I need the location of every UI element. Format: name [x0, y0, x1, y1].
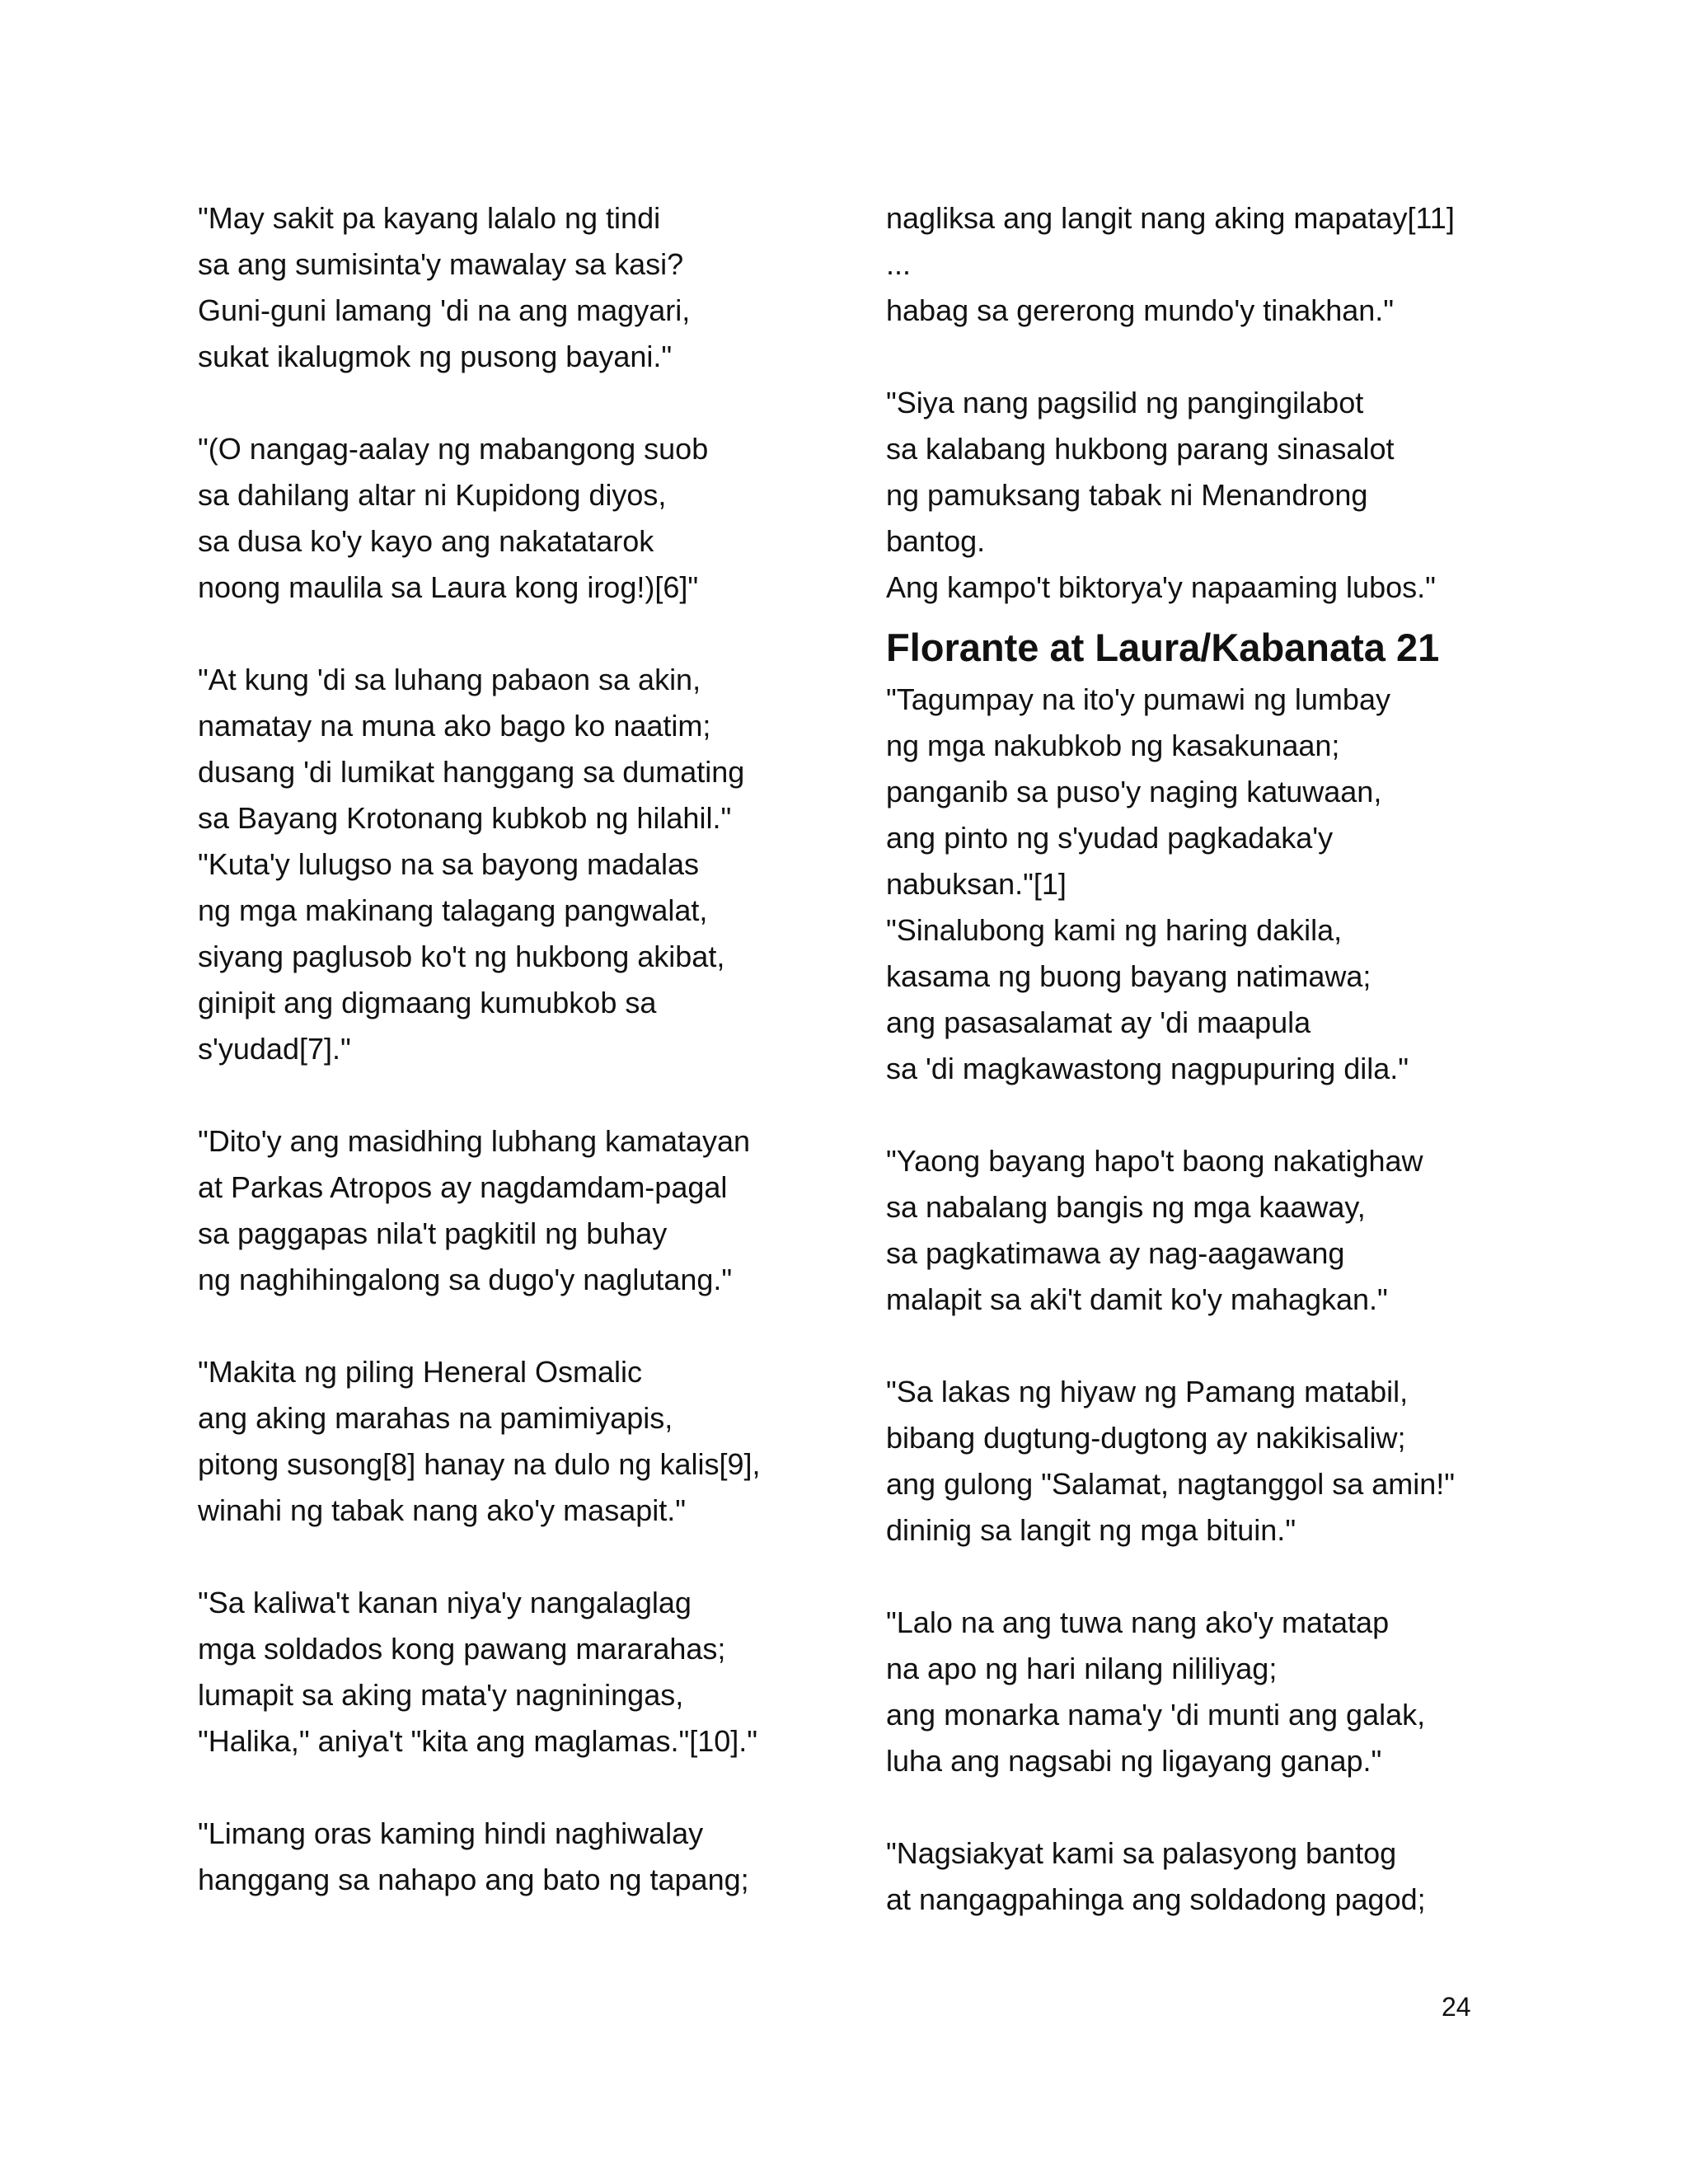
chapter-heading: Florante at Laura/Kabanata 21	[886, 626, 1440, 669]
verse-line: "Nagsiakyat kami sa palasyong bantog	[886, 1836, 1397, 1870]
verse-line: bibang dugtung-dugtong ay nakikisaliw;	[886, 1421, 1406, 1455]
verse-line: mga soldados kong pawang mararahas;	[198, 1632, 726, 1666]
verse-line: ...	[886, 247, 912, 281]
verse-line: sa Bayang Krotonang kubkob ng hilahil."	[198, 801, 732, 835]
verse-line: ang aking marahas na pamimiyapis,	[198, 1401, 673, 1435]
verse-line: sa pagkatimawa ay nag-aagawang	[886, 1236, 1345, 1270]
stanza-break	[886, 1092, 1496, 1138]
verse-line: siyang paglusob ko't ng hukbong akibat,	[198, 940, 725, 973]
verse-line: ang pasasalamat ay 'di maapula	[886, 1005, 1311, 1039]
verse-line: sa dahilang altar ni Kupidong diyos,	[198, 478, 667, 512]
stanza-break	[886, 1554, 1496, 1600]
verse-line: luha ang nagsabi ng ligayang ganap."	[886, 1744, 1382, 1778]
verse-line: noong maulila sa Laura kong irog!)[6]"	[198, 570, 699, 604]
stanza-break	[198, 611, 791, 657]
verse-line: winahi ng tabak nang ako'y masapit."	[198, 1493, 687, 1527]
verse-line: ng mga makinang talagang pangwalat,	[198, 893, 708, 927]
stanza-break	[198, 1303, 791, 1349]
left-column	[198, 195, 791, 1903]
verse-line: nabuksan."[1]	[886, 867, 1067, 901]
verse-line: at Parkas Atropos ay nagdamdam-pagal	[198, 1170, 728, 1204]
verse-line: "Makita ng piling Heneral Osmalic	[198, 1355, 642, 1389]
verse-line: sa ang sumisinta'y mawalay sa kasi?	[198, 247, 684, 281]
verse-line: at nangagpahinga ang soldadong pagod;	[886, 1882, 1426, 1916]
verse-line: na apo ng hari nilang nililiyag;	[886, 1652, 1278, 1685]
verse-line: ng mga nakubkob ng kasakunaan;	[886, 729, 1340, 762]
verse-line: habag sa gererong mundo'y tinakhan."	[886, 293, 1395, 327]
verse-line: ginipit ang digmaang kumubkob sa	[198, 986, 657, 1019]
verse-line: ng naghihingalong sa dugo'y naglutang."	[198, 1263, 733, 1296]
verse-line: "Sinalubong kami ng haring dakila,	[886, 913, 1343, 947]
verse-line: pitong susong[8] hanay na dulo ng kalis[9],	[198, 1447, 761, 1481]
stanza-break	[198, 1765, 791, 1811]
stanza-break	[886, 1323, 1496, 1369]
verse-line: ng pamuksang tabak ni Menandrong	[886, 478, 1368, 512]
verse-line: bantog.	[886, 524, 986, 558]
verse-line: ang monarka nama'y 'di munti ang galak,	[886, 1698, 1426, 1732]
verse-line: malapit sa aki't damit ko'y mahagkan."	[886, 1282, 1388, 1316]
verse-line: "Halika," aniya't "kita ang maglamas."[10]."	[198, 1724, 758, 1758]
verse-line: sa paggapas nila't pagkitil ng buhay	[198, 1216, 668, 1250]
verse-line: "Dito'y ang masidhing lubhang kamatayan	[198, 1124, 751, 1158]
verse-line: "Tagumpay na ito'y pumawi ng lumbay	[886, 682, 1390, 716]
verse-line: ang pinto ng s'yudad pagkadaka'y	[886, 821, 1334, 855]
verse-line: namatay na muna ako bago ko naatim;	[198, 709, 711, 743]
verse-line: "At kung 'di sa luhang pabaon sa akin,	[198, 663, 701, 696]
verse-line: s'yudad[7]."	[198, 1032, 351, 1066]
stanza-break	[198, 1534, 791, 1580]
verse-line: panganib sa puso'y naging katuwaan,	[886, 775, 1382, 808]
verse-line: sa 'di magkawastong nagpupuring dila."	[886, 1052, 1409, 1085]
verse-line: nagliksa ang langit nang aking mapatay[11]	[886, 201, 1455, 235]
verse-line: dusang 'di lumikat hanggang sa dumating	[198, 755, 745, 789]
verse-line: ang gulong "Salamat, nagtanggol sa amin!"	[886, 1467, 1456, 1501]
verse-line: "Sa kaliwa't kanan niya'y nangalaglag	[198, 1586, 692, 1619]
verse-line: sa dusa ko'y kayo ang nakatatarok	[198, 524, 654, 558]
verse-line: "Yaong bayang hapo't baong nakatighaw	[886, 1144, 1423, 1178]
verse-line: sa nabalang bangis ng mga kaaway,	[886, 1190, 1366, 1224]
verse-line: hanggang sa nahapo ang bato ng tapang;	[198, 1863, 749, 1896]
verse-line: "Siya nang pagsilid ng pangingilabot	[886, 386, 1364, 419]
verse-line: "May sakit pa kayang lalalo ng tindi	[198, 201, 661, 235]
verse-line: "Kuta'y lulugso na sa bayong madalas	[198, 847, 700, 881]
stanza-break	[886, 1784, 1496, 1830]
verse-line: sa kalabang hukbong parang sinasalot	[886, 432, 1395, 466]
stanza-break	[198, 380, 791, 426]
verse-line: Guni-guni lamang 'di na ang magyari,	[198, 293, 691, 327]
right-column	[886, 195, 1496, 1923]
verse-line: "Limang oras kaming hindi naghiwalay	[198, 1816, 704, 1850]
verse-line: sukat ikalugmok ng pusong bayani."	[198, 340, 673, 373]
stanza-break	[886, 334, 1496, 380]
verse-line: kasama ng buong bayang natimawa;	[886, 959, 1372, 993]
stanza-break	[198, 1072, 791, 1118]
page-number: 24	[1442, 1992, 1471, 2022]
verse-line: Ang kampo't biktorya'y napaaming lubos."	[886, 570, 1436, 604]
verse-line: "Sa lakas ng hiyaw ng Pamang matabil,	[886, 1375, 1409, 1408]
verse-line: "(O nangag-aalay ng mabangong suob	[198, 432, 709, 466]
verse-line: lumapit sa aking mata'y nagniningas,	[198, 1678, 684, 1712]
verse-line: dininig sa langit ng mga bituin."	[886, 1513, 1296, 1547]
verse-line: "Lalo na ang tuwa nang ako'y matatap	[886, 1605, 1390, 1639]
